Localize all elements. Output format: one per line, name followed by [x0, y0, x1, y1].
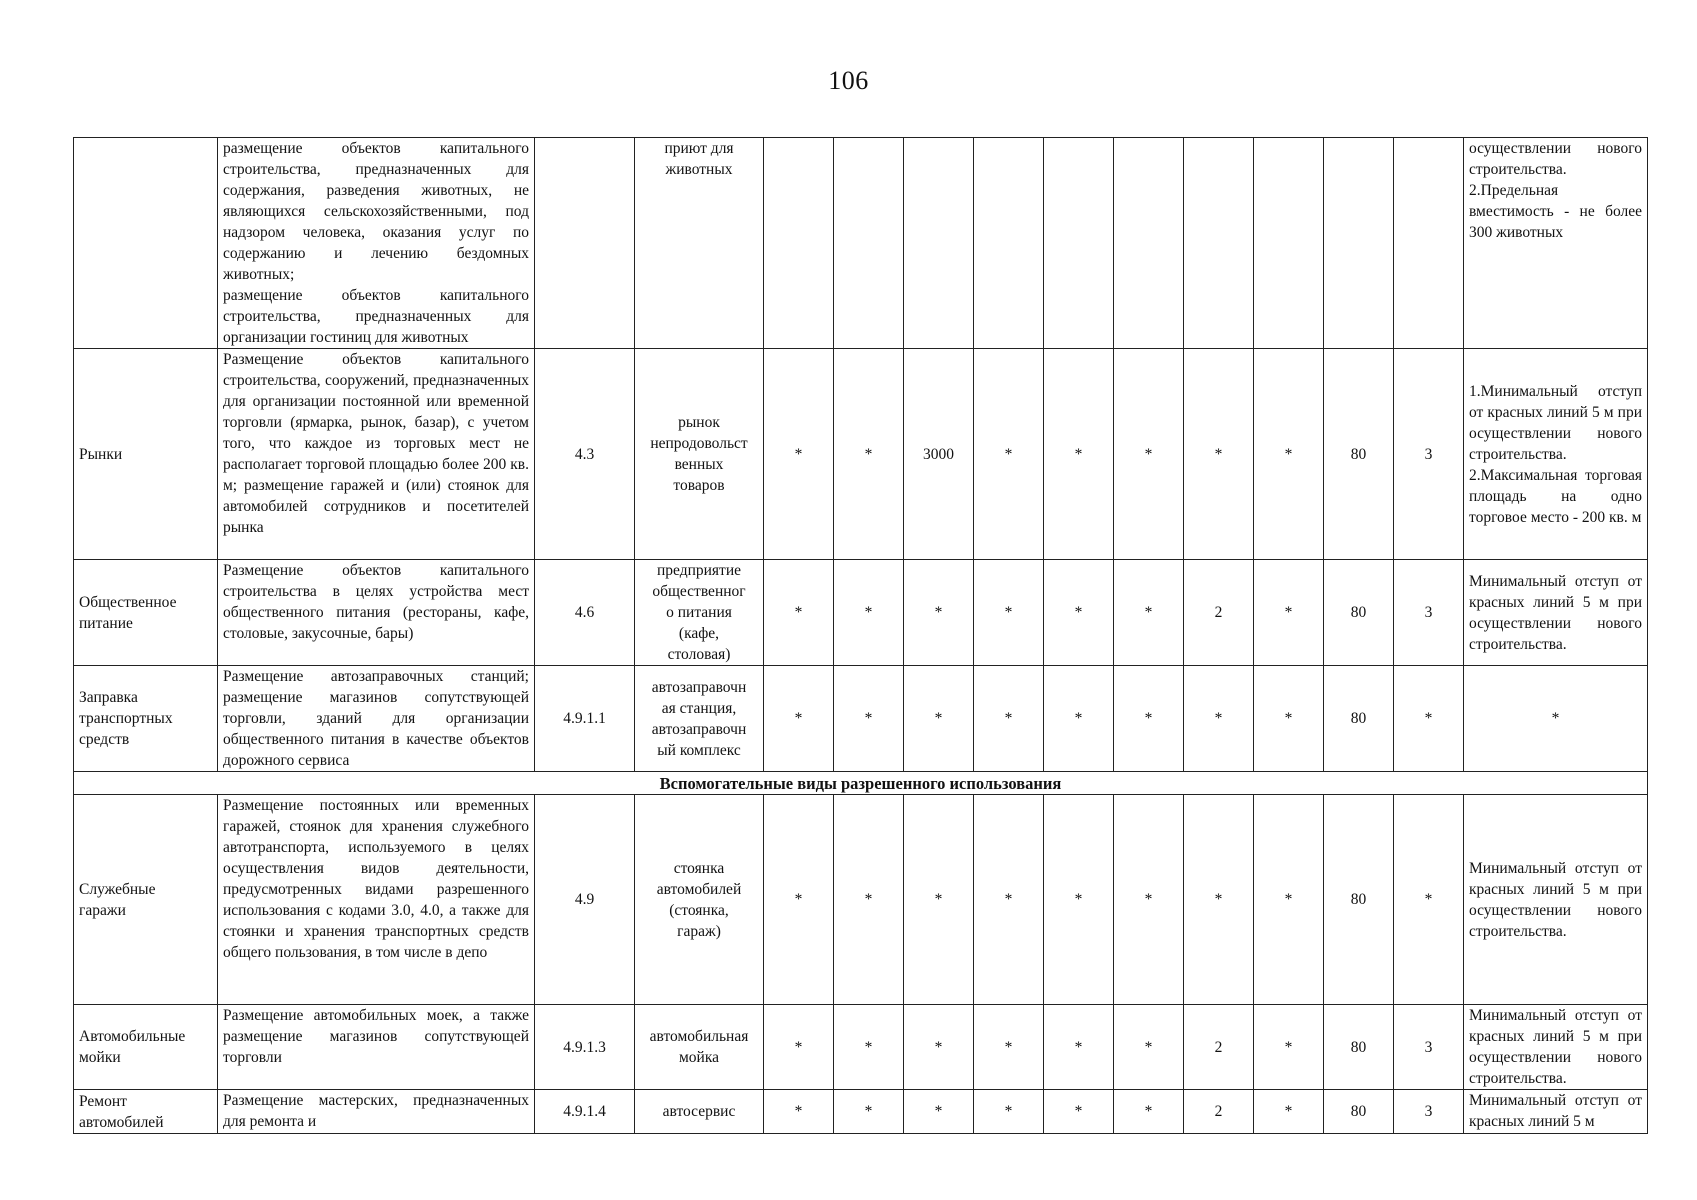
use-code: 4.9	[535, 795, 635, 1005]
param-cell: *	[764, 1090, 834, 1134]
use-note: Минимальный отступ от красных линий 5 м при осуществлении нового строительства.	[1464, 795, 1648, 1005]
use-description: Размещение автозаправочных станций; размещение магазинов сопутствующей торговли, зданий для организации общественного питания в качестве объектов дорожного сервиса	[218, 666, 535, 772]
use-note: Минимальный отступ от красных линий 5 м при осуществлении нового строительства.	[1464, 560, 1648, 666]
use-note: осуществлении нового строительства. 2.Предельная вместимость - не более 300 животных	[1464, 138, 1648, 349]
param-cell: *	[904, 1005, 974, 1090]
param-cell: *	[764, 349, 834, 560]
param-cell	[834, 138, 904, 349]
param-cell: *	[974, 560, 1044, 666]
param-cell	[1324, 138, 1394, 349]
param-cell: 3000	[904, 349, 974, 560]
param-cell: *	[1394, 666, 1464, 772]
param-cell: *	[834, 666, 904, 772]
param-cell: 2	[1184, 560, 1254, 666]
object-type: предприятие общественног о питания (кафе, столовая)	[635, 560, 764, 666]
param-cell: *	[834, 349, 904, 560]
param-cell: *	[1044, 666, 1114, 772]
section-row	[74, 772, 1648, 795]
param-cell: 80	[1324, 560, 1394, 666]
use-code: 4.9.1.4	[535, 1090, 635, 1134]
table-row	[74, 795, 1648, 1005]
param-cell: 80	[1324, 666, 1394, 772]
use-note: Минимальный отступ от красных линий 5 м	[1464, 1090, 1648, 1134]
param-cell: *	[1114, 795, 1184, 1005]
use-code: 4.9.1.1	[535, 666, 635, 772]
object-type: рынок непродовольст венных товаров	[635, 349, 764, 560]
param-cell: *	[1394, 795, 1464, 1005]
param-cell	[1044, 138, 1114, 349]
param-cell: *	[834, 1005, 904, 1090]
object-type: автозаправочн ая станция, автозаправочн ый комплекс	[635, 666, 764, 772]
param-cell: *	[1114, 1005, 1184, 1090]
param-cell: *	[1044, 560, 1114, 666]
use-description: Размещение постоянных или временных гаражей, стоянок для хранения служебного автотранспорта, используемого в целях осуществления видов деятельности, предусмотренных видами разрешенного использования с кодами 3.0, 4.0, а также для стоянки и хранения транспортных средств общего пользования, в том числе в депо	[218, 795, 535, 1005]
param-cell: *	[764, 666, 834, 772]
param-cell: *	[974, 349, 1044, 560]
param-cell: *	[1184, 666, 1254, 772]
object-type: стоянка автомобилей (стоянка, гараж)	[635, 795, 764, 1005]
param-cell: *	[974, 795, 1044, 1005]
param-cell: *	[1254, 1090, 1324, 1134]
use-description: Размещение автомобильных моек, а также размещение магазинов сопутствующей торговли	[218, 1005, 535, 1090]
param-cell	[1254, 138, 1324, 349]
param-cell: *	[1254, 666, 1324, 772]
param-cell: *	[1114, 560, 1184, 666]
object-type: автомобильная мойка	[635, 1005, 764, 1090]
param-cell: 3	[1394, 349, 1464, 560]
use-code: 4.9.1.3	[535, 1005, 635, 1090]
page-number: 106	[828, 66, 869, 95]
param-cell: *	[904, 560, 974, 666]
use-description: Размещение объектов капитального строительства в целях устройства мест общественного питания (рестораны, кафе, столовые, закусочные, бары)	[218, 560, 535, 666]
use-name	[74, 138, 218, 349]
param-cell: *	[1254, 560, 1324, 666]
use-note: 1.Минимальный отступ от красных линий 5 м при осуществлении нового строительства. 2.Максимальная торговая площадь на одно торговое место - 200 кв. м	[1464, 349, 1648, 560]
param-cell: *	[1114, 1090, 1184, 1134]
use-note: Минимальный отступ от красных линий 5 м при осуществлении нового строительства.	[1464, 1005, 1648, 1090]
param-cell: *	[1044, 349, 1114, 560]
param-cell: 2	[1184, 1005, 1254, 1090]
param-cell	[1114, 138, 1184, 349]
param-cell: *	[764, 1005, 834, 1090]
param-cell	[1394, 138, 1464, 349]
table-row	[74, 138, 1648, 349]
use-description: Размещение объектов капитального строительства, сооружений, предназначенных для организации постоянной или временной торговли (ярмарка, рынок, базар), с учетом того, что каждое из торговых мест не располагает торговой площадью более 200 кв. м; размещение гаражей и (или) стоянок для автомобилей сотрудников и посетителей рынка	[218, 349, 535, 560]
param-cell: 80	[1324, 1090, 1394, 1134]
param-cell: *	[1184, 349, 1254, 560]
use-name: Ремонт автомобилей	[74, 1090, 218, 1134]
param-cell: 3	[1394, 560, 1464, 666]
object-type: автосервис	[635, 1090, 764, 1134]
param-cell: *	[834, 560, 904, 666]
table-row	[74, 349, 1648, 560]
param-cell: 3	[1394, 1005, 1464, 1090]
param-cell: 80	[1324, 1005, 1394, 1090]
use-name: Служебные гаражи	[74, 795, 218, 1005]
param-cell: 80	[1324, 349, 1394, 560]
use-description: Размещение мастерских, предназначенных для ремонта и	[218, 1090, 535, 1134]
object-type: приют для животных	[635, 138, 764, 349]
param-cell: *	[1254, 349, 1324, 560]
param-cell: *	[764, 560, 834, 666]
param-cell: *	[1044, 1090, 1114, 1134]
param-cell: *	[1044, 1005, 1114, 1090]
param-cell: 80	[1324, 795, 1394, 1005]
regulations-table	[73, 137, 1648, 1134]
param-cell: *	[974, 1090, 1044, 1134]
use-name: Рынки	[74, 349, 218, 560]
param-cell: 2	[1184, 1090, 1254, 1134]
param-cell: *	[904, 666, 974, 772]
table-row	[74, 1005, 1648, 1090]
table-row	[74, 1090, 1648, 1134]
param-cell: *	[1114, 349, 1184, 560]
param-cell: *	[1114, 666, 1184, 772]
section-header: Вспомогательные виды разрешенного использования	[74, 772, 1648, 795]
use-code: 4.6	[535, 560, 635, 666]
param-cell	[764, 138, 834, 349]
param-cell: *	[764, 795, 834, 1005]
param-cell	[904, 138, 974, 349]
use-name: Автомобильные мойки	[74, 1005, 218, 1090]
use-name: Общественное питание	[74, 560, 218, 666]
param-cell: *	[1044, 795, 1114, 1005]
param-cell: *	[834, 1090, 904, 1134]
use-code	[535, 138, 635, 349]
param-cell: 3	[1394, 1090, 1464, 1134]
use-code: 4.3	[535, 349, 635, 560]
param-cell: *	[904, 1090, 974, 1134]
use-name: Заправка транспортных средств	[74, 666, 218, 772]
param-cell: *	[974, 666, 1044, 772]
param-cell: *	[904, 795, 974, 1005]
param-cell: *	[1254, 795, 1324, 1005]
param-cell: *	[974, 1005, 1044, 1090]
use-note: *	[1464, 666, 1648, 772]
param-cell	[974, 138, 1044, 349]
param-cell	[1184, 138, 1254, 349]
use-description: размещение объектов капитального строительства, предназначенных для содержания, разведения животных, не являющихся сельскохозяйственными, под надзором человека, оказания услуг по содержанию и лечению бездомных животных; размещение объектов капитального строительства, предназначенных для организации гостиниц для животных	[218, 138, 535, 349]
table-row	[74, 560, 1648, 666]
table-row	[74, 666, 1648, 772]
param-cell: *	[1254, 1005, 1324, 1090]
param-cell: *	[834, 795, 904, 1005]
param-cell: *	[1184, 795, 1254, 1005]
